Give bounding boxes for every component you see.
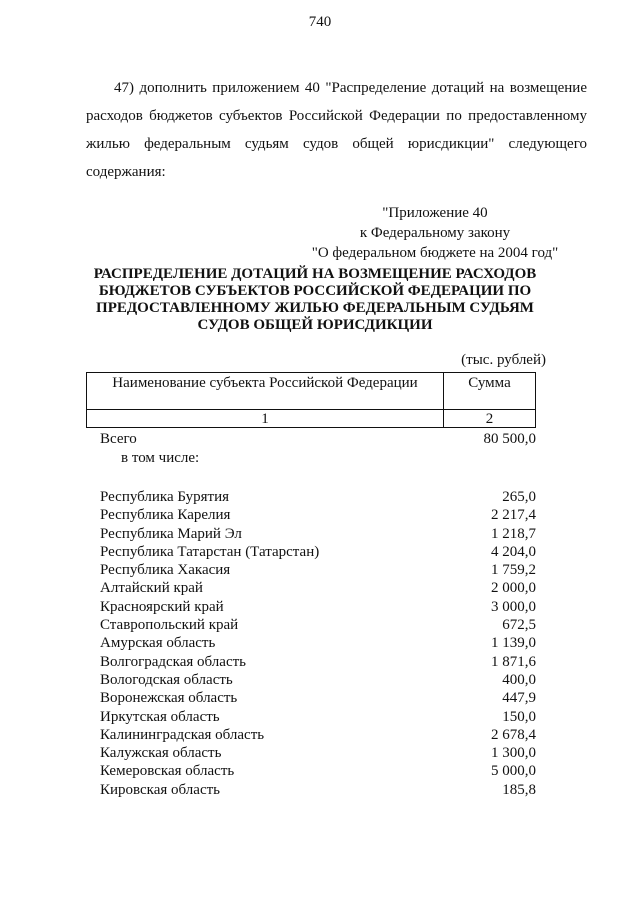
region-value: 400,0 bbox=[502, 671, 536, 688]
region-name: Кировская область bbox=[100, 781, 221, 798]
region-name: Волгоградская область bbox=[100, 653, 246, 670]
region-value: 150,0 bbox=[502, 708, 536, 725]
column-header-name: Наименование субъекта Российской Федерации bbox=[87, 373, 444, 410]
table-row bbox=[100, 708, 536, 726]
region-name: Иркутская область bbox=[100, 708, 220, 725]
table-header bbox=[86, 372, 536, 428]
table-row bbox=[100, 762, 536, 780]
appendix-line: к Федеральному закону bbox=[359, 225, 511, 241]
table-row bbox=[100, 781, 536, 799]
heading-line: СУДОВ ОБЩЕЙ ЮРИСДИКЦИИ bbox=[197, 317, 433, 333]
region-name: Амурская область bbox=[100, 635, 216, 652]
region-value: 1 300,0 bbox=[491, 745, 536, 762]
region-value: 1 871,6 bbox=[491, 653, 536, 670]
table-row bbox=[100, 488, 536, 506]
table-row bbox=[100, 525, 536, 543]
region-value: 5 000,0 bbox=[491, 763, 536, 780]
column-header-sum: Сумма bbox=[444, 373, 536, 410]
appendix-line: "О федеральном бюджете на 2004 год" bbox=[311, 245, 559, 261]
region-value: 2 678,4 bbox=[491, 726, 536, 743]
appendix-line: "Приложение 40 bbox=[382, 205, 488, 221]
table-row bbox=[100, 561, 536, 579]
table-row bbox=[100, 653, 536, 671]
region-value: 2 217,4 bbox=[491, 507, 536, 524]
appendix-reference bbox=[285, 203, 585, 263]
table-row bbox=[100, 579, 536, 597]
column-number-1: 1 bbox=[87, 410, 444, 428]
table-row bbox=[100, 616, 536, 634]
regions-list bbox=[100, 488, 536, 799]
region-name: Алтайский край bbox=[100, 580, 203, 597]
region-value: 1 218,7 bbox=[491, 525, 536, 542]
table-row bbox=[100, 744, 536, 762]
region-name: Красноярский край bbox=[100, 598, 224, 615]
table-row bbox=[100, 671, 536, 689]
region-name: Ставропольский край bbox=[100, 617, 239, 634]
region-value: 3 000,0 bbox=[491, 598, 536, 615]
region-name: Калининградская область bbox=[100, 726, 265, 743]
table-row bbox=[100, 726, 536, 744]
region-name: Кемеровская область bbox=[100, 763, 235, 780]
including-label: в том числе: bbox=[121, 450, 200, 466]
region-value: 1 139,0 bbox=[491, 635, 536, 652]
region-value: 265,0 bbox=[502, 489, 536, 505]
table-row bbox=[100, 543, 536, 561]
region-value: 1 759,2 bbox=[491, 562, 536, 579]
heading-line: ПРЕДОСТАВЛЕННОМУ ЖИЛЬЮ ФЕДЕРАЛЬНЫМ СУДЬЯМ bbox=[96, 300, 534, 316]
region-name: Республика Татарстан (Татарстан) bbox=[100, 543, 320, 560]
units-label: (тыс. рублей) bbox=[461, 352, 546, 368]
region-value: 672,5 bbox=[502, 617, 536, 634]
region-value: 185,8 bbox=[502, 781, 536, 798]
region-name: Республика Карелия bbox=[100, 507, 231, 524]
page-number: 740 bbox=[308, 14, 332, 30]
total-label: Всего bbox=[100, 431, 137, 447]
region-name: Республика Бурятия bbox=[100, 489, 230, 505]
intro-line: расходов бюджетов субъектов Российской Федерации по предоставленному bbox=[86, 108, 587, 124]
region-name: Вологодская область bbox=[100, 671, 233, 688]
region-value: 2 000,0 bbox=[491, 580, 536, 597]
intro-line: жилью федеральным судьям судов общей юрисдикции" следующего bbox=[86, 136, 587, 152]
table-row bbox=[100, 506, 536, 524]
region-name: Республика Марий Эл bbox=[100, 525, 242, 542]
table-row bbox=[100, 634, 536, 652]
heading-line: РАСПРЕДЕЛЕНИЕ ДОТАЦИЙ НА ВОЗМЕЩЕНИЕ РАСХОДОВ bbox=[93, 266, 537, 282]
total-value: 80 500,0 bbox=[483, 431, 536, 447]
table-row bbox=[100, 598, 536, 616]
table-row bbox=[100, 689, 536, 707]
column-number-2: 2 bbox=[444, 410, 536, 428]
region-name: Воронежская область bbox=[100, 690, 238, 707]
document-heading bbox=[80, 266, 550, 334]
region-name: Калужская область bbox=[100, 745, 222, 762]
intro-line: 47) дополнить приложением 40 "Распределение дотаций на возмещение bbox=[114, 80, 587, 96]
heading-line: БЮДЖЕТОВ СУБЪЕКТОВ РОССИЙСКОЙ ФЕДЕРАЦИИ ПО bbox=[98, 283, 532, 299]
region-value: 447,9 bbox=[502, 690, 536, 707]
intro-line: содержания: bbox=[86, 164, 166, 180]
intro-paragraph bbox=[86, 80, 587, 192]
total-row bbox=[100, 430, 536, 448]
region-value: 4 204,0 bbox=[491, 543, 536, 560]
region-name: Республика Хакасия bbox=[100, 562, 231, 579]
